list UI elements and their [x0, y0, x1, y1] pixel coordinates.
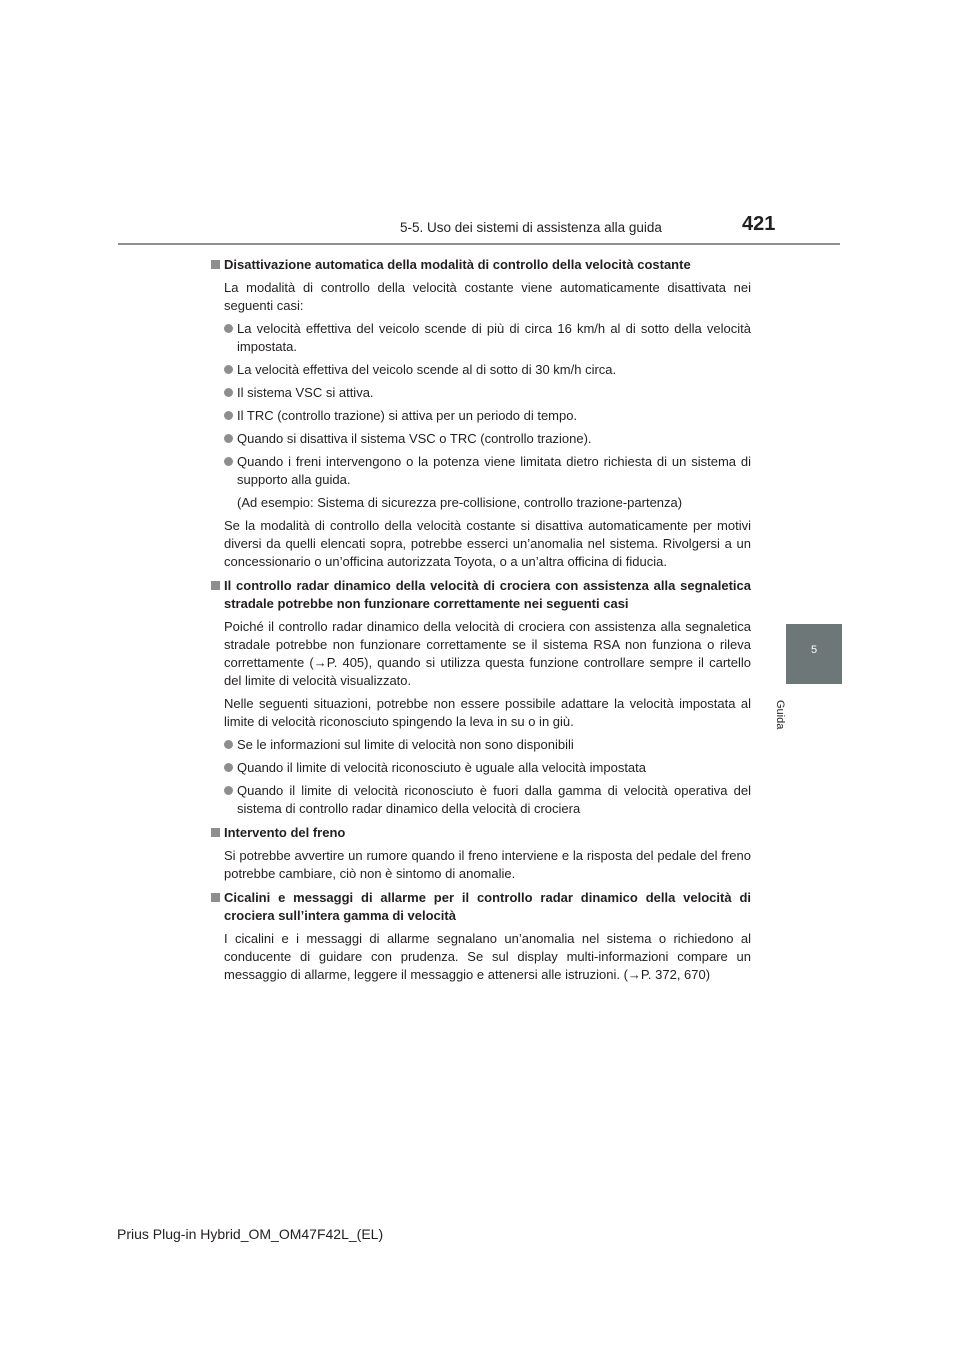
list-item-text: Il sistema VSC si attiva.: [237, 385, 374, 400]
example-note: (Ad esempio: Sistema di sicurezza pre-collisione, controllo trazione-partenza): [237, 495, 683, 510]
round-bullet-icon: [224, 365, 233, 374]
page-body: [211, 256, 751, 990]
list-item-text: Quando il limite di velocità riconosciuto è uguale alla velocità impostata: [237, 760, 646, 775]
paragraph: La modalità di controllo della velocità costante viene automaticamente disattivata nei seguenti casi:: [224, 280, 751, 313]
square-bullet-icon: [211, 893, 220, 902]
section-title-text: Il controllo radar dinamico della velocità di crociera con assistenza alla segnaletica stradale potrebbe non funzionare correttamente nei seguenti casi: [224, 578, 751, 611]
list-item: [211, 430, 751, 448]
list-item: [211, 453, 751, 489]
round-bullet-icon: [224, 786, 233, 795]
list-item-text: La velocità effettiva del veicolo scende al di sotto di 30 km/h circa.: [237, 362, 617, 377]
chapter-tab: [786, 624, 842, 684]
page-number: 421: [742, 213, 776, 235]
list-item-text: Quando si disattiva il sistema VSC o TRC (controllo trazione).: [237, 431, 592, 446]
square-bullet-icon: [211, 828, 220, 837]
section-title: [211, 889, 751, 925]
round-bullet-icon: [224, 740, 233, 749]
section-rsa-limitations: [211, 577, 751, 818]
list-item-text: La velocità effettiva del veicolo scende di più di circa 16 km/h al di sotto della velocità impostata.: [237, 321, 751, 354]
paragraph: Si potrebbe avvertire un rumore quando il freno interviene e la risposta del pedale del freno potrebbe cambiare, ciò non è sintomo di anomalie.: [224, 848, 751, 881]
list-item-text: Il TRC (controllo trazione) si attiva per un periodo di tempo.: [237, 408, 578, 423]
round-bullet-icon: [224, 457, 233, 466]
section-warnings: [211, 889, 751, 984]
list-item: [211, 782, 751, 818]
square-bullet-icon: [211, 260, 220, 269]
round-bullet-icon: [224, 763, 233, 772]
paragraph: Nelle seguenti situazioni, potrebbe non essere possibile adattare la velocità impostata al limite di velocità riconosciuto spingendo la leva in su o in giù.: [224, 696, 751, 729]
chapter-label: Guida: [774, 700, 786, 730]
section-title: [211, 256, 751, 274]
section-title: [211, 824, 751, 842]
section-title-text: Intervento del freno: [224, 825, 346, 840]
section-title-text: Cicalini e messaggi di allarme per il controllo radar dinamico della velocità di crociera sull’intera gamma di velocità: [224, 890, 751, 923]
list-item: [211, 384, 751, 402]
chapter-number: 5: [810, 644, 818, 656]
list-item-text: Quando i freni intervengono o la potenza viene limitata dietro richiesta di un sistema di supporto alla guida.: [237, 454, 751, 487]
paragraph: Se la modalità di controllo della velocità costante si disattiva automaticamente per motivi diversi da quelli elencati sopra, potrebbe esserci un’anomalia nel sistema. Rivolgersi a un concessionario o un’officina autorizzata Toyota, o a un’altra officina di fiducia.: [224, 518, 751, 569]
running-header: 5-5. Uso dei sistemi di assistenza alla guida: [400, 220, 662, 235]
section-auto-deactivation: [211, 256, 751, 571]
round-bullet-icon: [224, 411, 233, 420]
paragraph: I cicalini e i messaggi di allarme segnalano un’anomalia nel sistema o richiedono al conducente di guidare con prudenza. Se sul display multi-informazioni compare un messaggio di allarme, leggere il messaggio e attenersi alle istruzioni. (→P. 372, 670): [224, 931, 751, 982]
list-item: [211, 759, 751, 777]
paragraph: Poiché il controllo radar dinamico della velocità di crociera con assistenza alla segnaletica stradale potrebbe non funzionare correttamente se il sistema RSA non funziona o rileva correttamente (→P. 405), quando si utilizza questa funzione controllare sempre il cartello del limite di velocità visualizzato.: [224, 619, 751, 688]
section-title-text: Disattivazione automatica della modalità di controllo della velocità costante: [224, 257, 691, 272]
list-item: [211, 361, 751, 379]
round-bullet-icon: [224, 434, 233, 443]
list-item-text: Se le informazioni sul limite di velocità non sono disponibili: [237, 737, 574, 752]
header-rule: [118, 243, 840, 245]
round-bullet-icon: [224, 388, 233, 397]
section-brake-operation: [211, 824, 751, 883]
list-item: [211, 320, 751, 356]
section-title: [211, 577, 751, 613]
list-item: [211, 407, 751, 425]
square-bullet-icon: [211, 581, 220, 590]
chapter-label-wrap: [774, 690, 808, 730]
round-bullet-icon: [224, 324, 233, 333]
footer-doc-id: Prius Plug-in Hybrid_OM_OM47F42L_(EL): [117, 1226, 384, 1242]
list-item: [211, 736, 751, 754]
list-item-text: Quando il limite di velocità riconosciuto è fuori dalla gamma di velocità operativa del sistema di controllo radar dinamico della velocità di crociera: [237, 783, 751, 816]
